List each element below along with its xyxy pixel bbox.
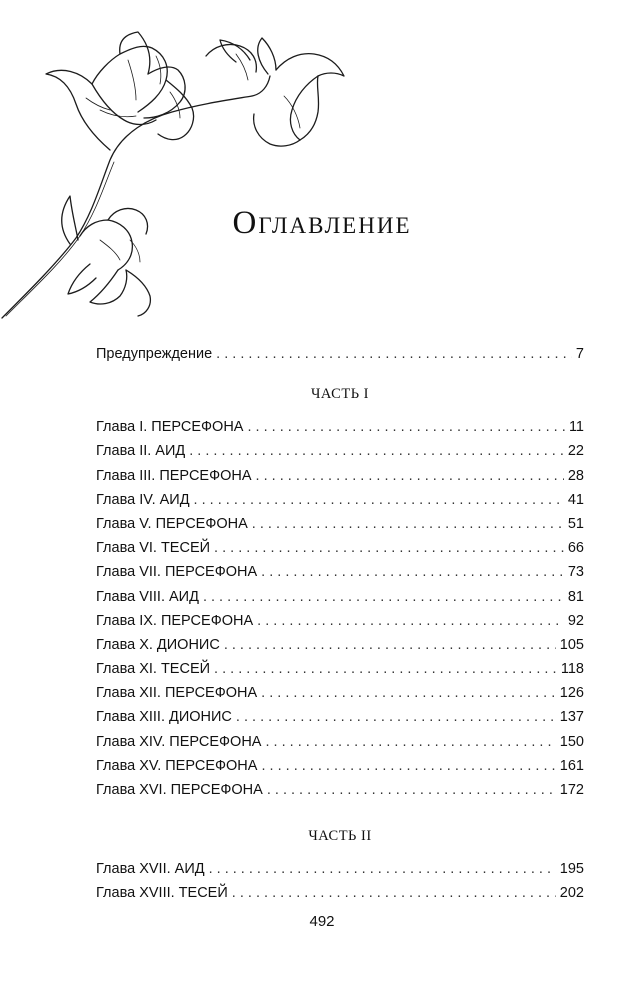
toc-entry-page: 195: [559, 861, 584, 878]
toc-entry[interactable]: [96, 730, 584, 754]
toc-entry[interactable]: [96, 657, 584, 681]
toc-entry-label: Глава I. ПЕРСЕФОНА: [96, 419, 244, 436]
dot-leader: [203, 585, 564, 609]
toc-entry-label: Глава III. ПЕРСЕФОНА: [96, 467, 252, 484]
dot-leader: [261, 681, 556, 705]
toc-entry-page: 7: [575, 346, 584, 362]
dot-leader: [252, 512, 564, 536]
page-title: Оглавление: [232, 205, 412, 241]
toc-entry-label: Глава V. ПЕРСЕФОНА: [96, 515, 248, 532]
dot-leader: [267, 778, 556, 802]
toc-entry-page: 11: [568, 419, 584, 436]
toc-entry-page: 66: [567, 540, 584, 557]
toc-entry[interactable]: [96, 536, 584, 560]
toc-entry-label: Глава XI. ТЕСЕЙ: [96, 661, 211, 678]
table-of-contents: [96, 342, 584, 906]
dot-leader: [261, 560, 564, 584]
toc-entry-label: Глава VIII. АИД: [96, 588, 199, 605]
toc-entry-page: 28: [567, 467, 584, 484]
part-heading: ЧАСТЬ II: [308, 828, 372, 845]
toc-entry[interactable]: [96, 609, 584, 633]
toc-entry-page: 172: [559, 782, 584, 798]
dot-leader: [214, 536, 564, 560]
dot-leader: [224, 633, 556, 657]
toc-entry[interactable]: [96, 415, 584, 439]
dot-leader: [216, 342, 572, 366]
toc-entry-page: 41: [567, 491, 584, 508]
toc-entry-label: Предупреждение: [96, 346, 213, 362]
toc-entry-label: Глава IV. АИД: [96, 491, 190, 508]
toc-entry[interactable]: [96, 705, 584, 729]
dot-leader: [236, 705, 556, 729]
toc-entry[interactable]: [96, 464, 584, 488]
toc-entry[interactable]: [96, 585, 584, 609]
toc-entry-label: Глава IX. ПЕРСЕФОНА: [96, 612, 254, 629]
toc-entry[interactable]: [96, 512, 584, 536]
toc-entry[interactable]: [96, 857, 584, 881]
toc-entry-label: Глава XV. ПЕРСЕФОНА: [96, 757, 258, 774]
toc-entry-label: Глава VII. ПЕРСЕФОНА: [96, 564, 258, 581]
toc-entry-page: 81: [567, 588, 584, 605]
toc-entry-page: 137: [559, 709, 584, 726]
dot-leader: [232, 881, 556, 905]
toc-entry-label: Глава XVI. ПЕРСЕФОНА: [96, 782, 263, 798]
toc-entry[interactable]: [96, 560, 584, 584]
toc-entry-page: 73: [567, 564, 584, 581]
part-heading: ЧАСТЬ I: [311, 386, 369, 403]
toc-entry[interactable]: [96, 439, 584, 463]
toc-entry-page: 22: [567, 443, 584, 460]
toc-entry-label: Глава XII. ПЕРСЕФОНА: [96, 685, 258, 702]
page-number: 492: [309, 913, 335, 930]
toc-entry-page: 51: [567, 515, 584, 532]
toc-entry[interactable]: [96, 881, 584, 905]
iris-flower-illustration: [0, 0, 644, 340]
dot-leader: [257, 609, 564, 633]
dot-leader: [189, 439, 564, 463]
dot-leader: [214, 657, 557, 681]
toc-entry[interactable]: [96, 488, 584, 512]
toc-entry-page: 92: [567, 612, 584, 629]
toc-entry-label: Глава X. ДИОНИС: [96, 636, 220, 653]
toc-entry[interactable]: [96, 754, 584, 778]
toc-entry-page: 161: [559, 757, 584, 774]
toc-entry[interactable]: [96, 778, 584, 802]
dot-leader: [209, 857, 556, 881]
toc-entry-preface[interactable]: [96, 342, 584, 366]
dot-leader: [194, 488, 564, 512]
toc-entry-label: Глава XIV. ПЕРСЕФОНА: [96, 733, 262, 750]
toc-entry-label: Глава II. АИД: [96, 443, 186, 460]
toc-entry[interactable]: [96, 633, 584, 657]
dot-leader: [247, 415, 564, 439]
toc-entry[interactable]: [96, 681, 584, 705]
toc-entry-page: 105: [559, 636, 584, 653]
toc-entry-page: 150: [559, 733, 584, 750]
dot-leader: [261, 754, 555, 778]
dot-leader: [265, 730, 555, 754]
toc-entry-page: 202: [559, 885, 584, 902]
dot-leader: [256, 464, 564, 488]
toc-entry-page: 126: [559, 685, 584, 702]
toc-entry-page: 118: [560, 661, 584, 678]
toc-entry-label: Глава VI. ТЕСЕЙ: [96, 540, 211, 557]
toc-entry-label: Глава XIII. ДИОНИС: [96, 709, 232, 726]
toc-entry-label: Глава XVII. АИД: [96, 861, 205, 878]
toc-entry-label: Глава XVIII. ТЕСЕЙ: [96, 885, 228, 902]
